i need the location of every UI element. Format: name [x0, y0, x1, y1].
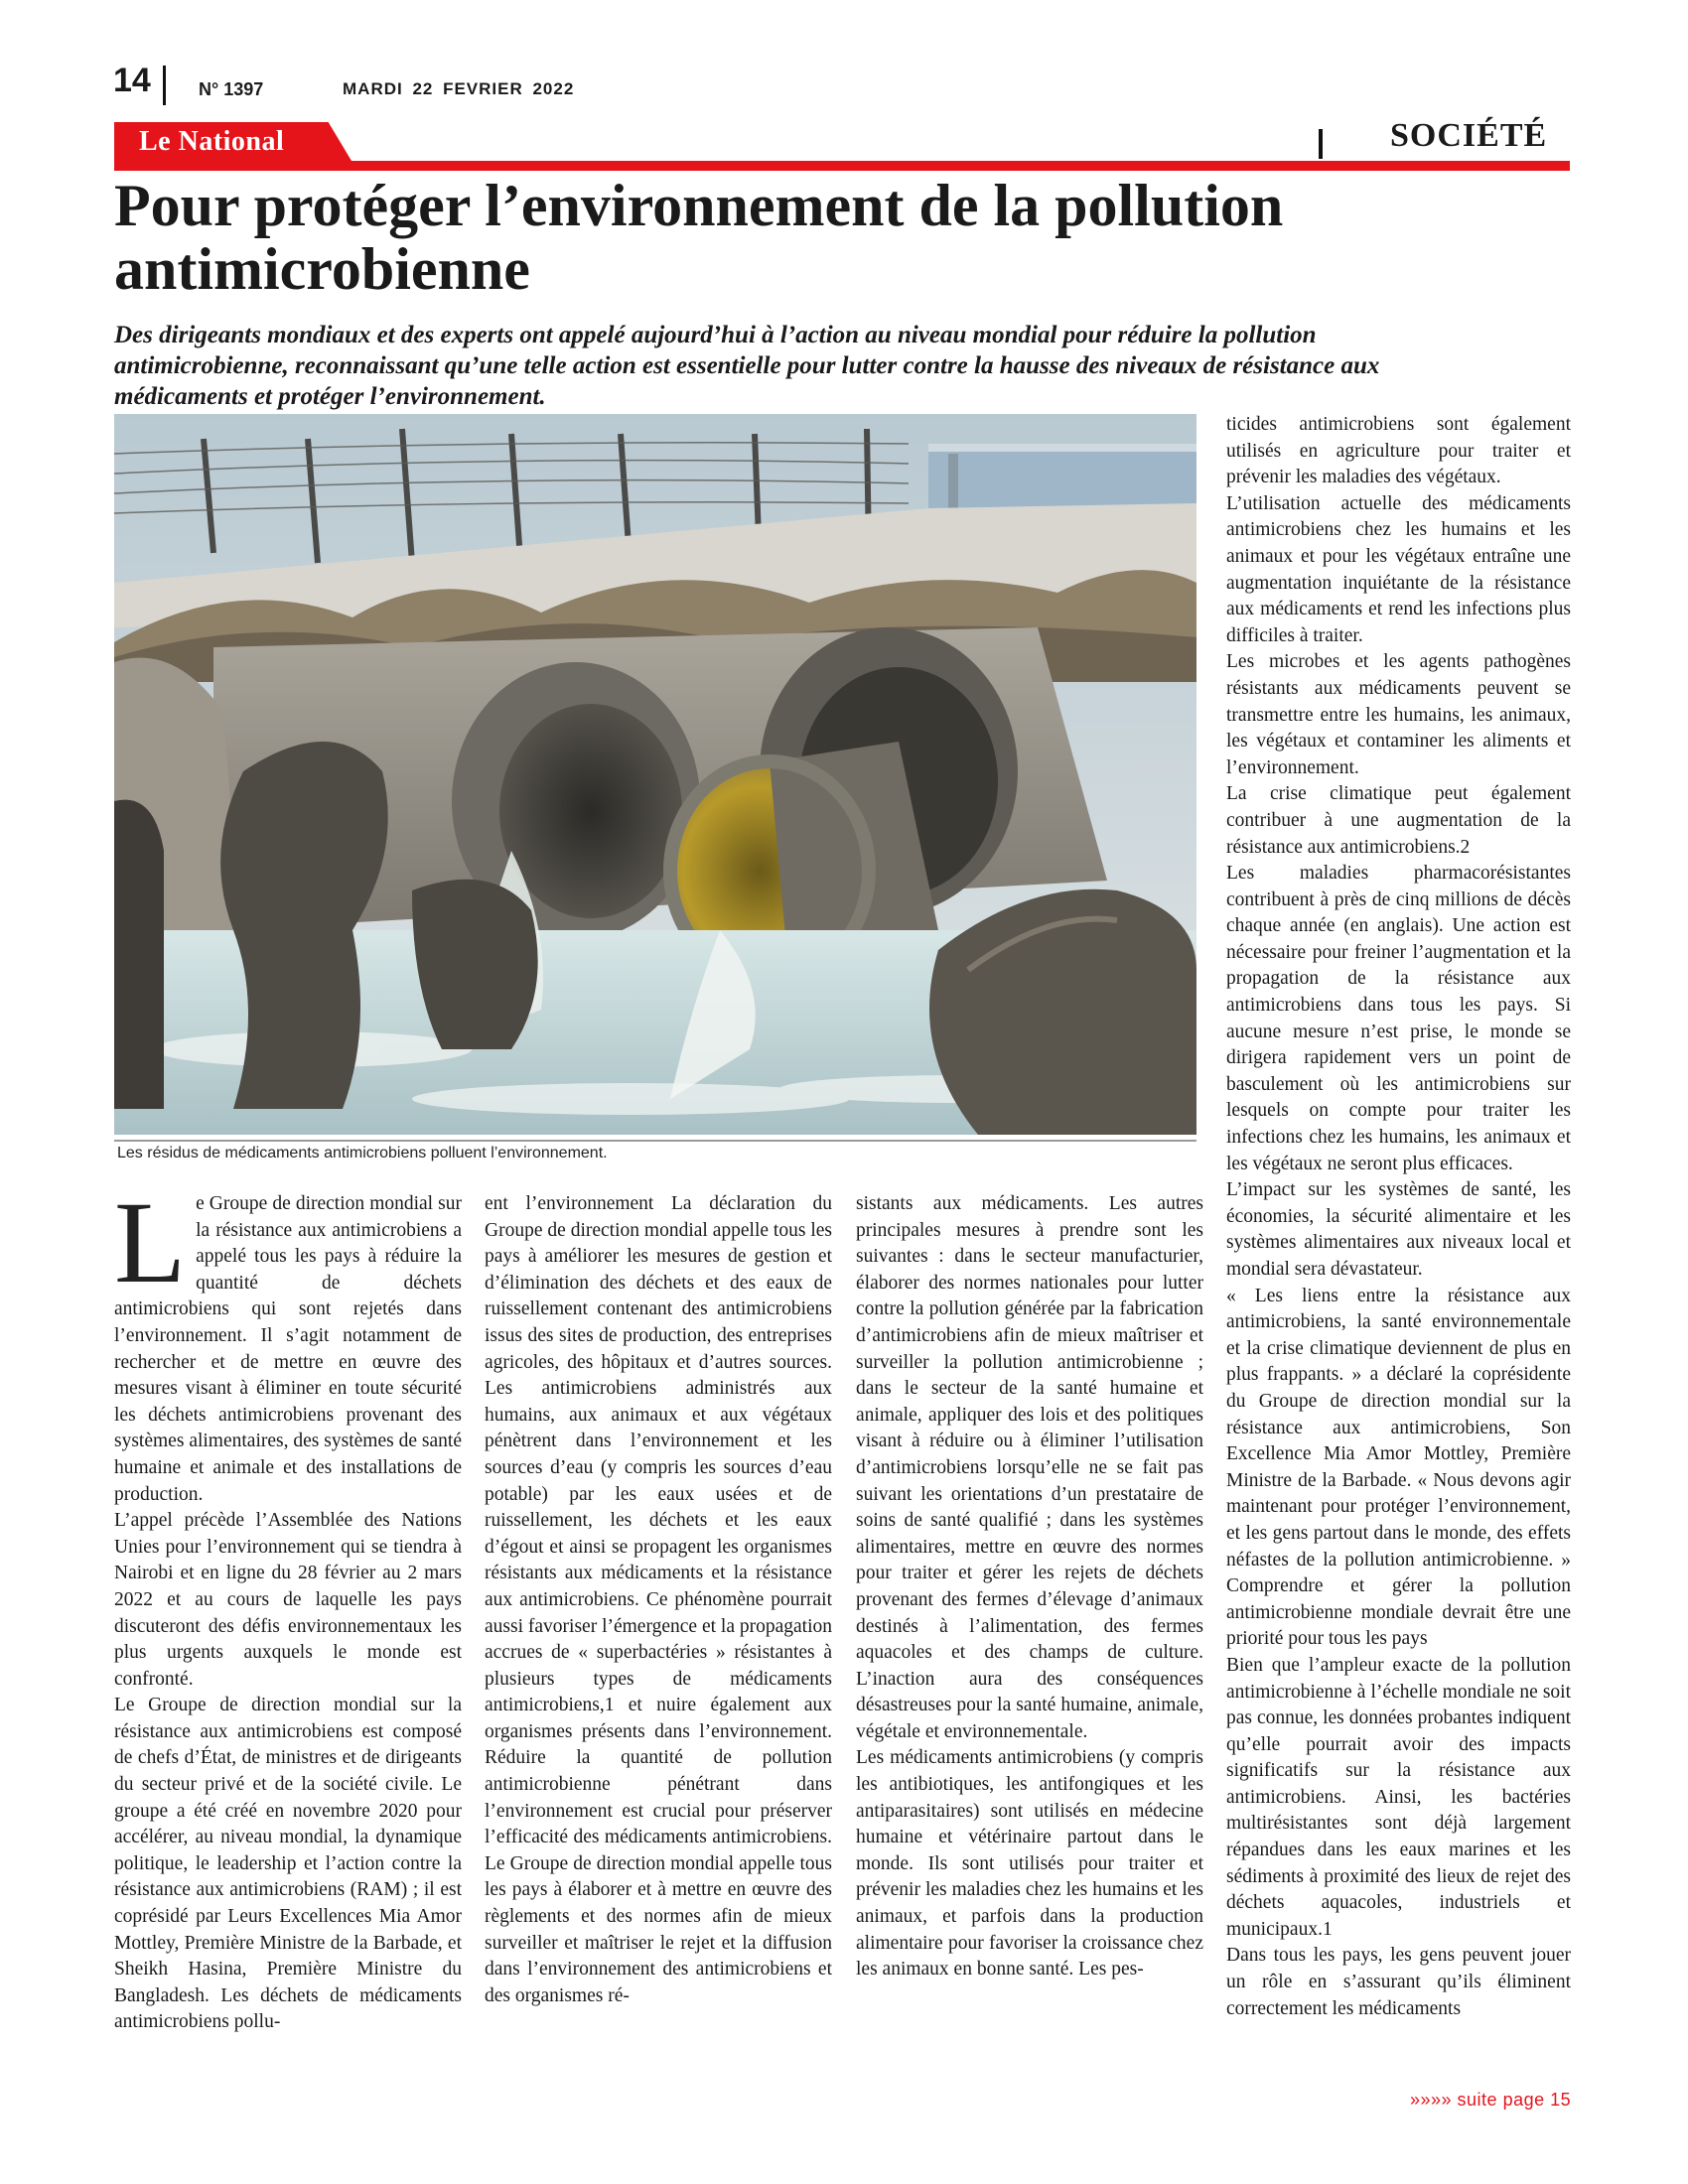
article-lead: Des dirigeants mondiaux et des experts ont appelé aujourd’hui à l’action au niveau mondial pour réduire la pollution antimicrobienne, reconnaissant qu’une telle action est essentielle pour lutter contre la hausse des niveaux de résistance aux médicaments et protéger l’environnement.	[114, 322, 1380, 410]
article-paragraph	[114, 1177, 462, 1508]
article-paragraph: Les microbes et les agents pathogènes résistants aux médicaments peuvent se transmettre entre les humains, les animaux, les végétaux et contaminer les aliments et l’environnement.	[1226, 651, 1571, 778]
article-column-2	[485, 1191, 832, 2009]
article-paragraph: sistants aux médicaments. Les autres principales mesures à prendre sont les suivantes : dans le secteur manufacturier, élaborer des normes nationales pour lutter contre la pollution générée par la fabrication d’antimicrobiens afin de mieux maîtriser et surveiller la pollution antimicrobienne ; dans le secteur de la santé humaine et animale, appliquer des lois et des politiques visant à réduire ou à éliminer l’utilisation d’antimicrobiens lorsqu’elle ne se fait pas suivant les orientations d’un prestataire de soins de santé qualifié ; dans les systèmes alimentaires, mettre en œuvre des normes pour traiter et gérer les rejets de déchets provenant des fermes d’élevage d’animaux destinés à l’alimentation, des fermes aquacoles et des champs de culture. L’inaction aura des conséquences désastreuses pour la santé humaine, animale, végétale et environnementale.	[856, 1193, 1203, 1742]
article-paragraph: ticides antimicrobiens sont également utilisés en agriculture pour traiter et prévenir les maladies des végétaux.	[1226, 414, 1571, 488]
photo-caption: Les résidus de médicaments antimicrobiens polluent l’environnement.	[117, 1145, 608, 1161]
page-number-divider	[163, 66, 166, 105]
article-photo	[114, 414, 1196, 1135]
article-title: Pour protéger l’environnement de la pollution antimicrobienne	[114, 173, 1284, 302]
issue-number: N° 1397	[199, 79, 264, 99]
article-column-3	[856, 1191, 1203, 1983]
article-column-1	[114, 1177, 462, 2036]
drop-cap: L	[114, 1177, 187, 1307]
article-paragraph: Dans tous les pays, les gens peuvent jouer un rôle en s’assurant qu’ils éliminent correctement les médicaments	[1226, 1945, 1571, 2019]
page-number: 14	[113, 62, 151, 99]
article-paragraph: L’impact sur les systèmes de santé, les économies, la sécurité alimentaire et les systèmes alimentaires aux niveaux local et mondial sera dévastateur.	[1226, 1179, 1571, 1280]
article-paragraph: Les médicaments antimicrobiens (y compris les antibiotiques, les antifongiques et les antiparasitaires) sont utilisés en médecine humaine et vétérinaire partout dans le monde. Ils sont utilisés pour traiter et prévenir les maladies chez les humains et les animaux, et parfois dans la production alimentaire pour favoriser la croissance chez les animaux en bonne santé. Les pes-	[856, 1747, 1203, 1980]
article-paragraph: L’appel précède l’Assemblée des Nations Unies pour l’environnement qui se tiendra à Nairobi et en ligne du 28 février au 2 mars 2022 et au cours de laquelle les pays discuteront des défis environnementaux les plus urgents auxquels le monde est confronté.	[114, 1510, 462, 1690]
article-column-4	[1226, 412, 1571, 2022]
issue-date: MARDI 22 FEVRIER 2022	[343, 79, 575, 98]
section-divider	[1319, 129, 1323, 159]
paragraph-text: e Groupe de direction mondial sur la résistance aux antimicrobiens a appelé tous les pays à réduire la quantité de déchets antimicrobiens qui sont rejetés dans l’environnement. Il s’agit notamment de rechercher et de mettre en œuvre des mesures visant à éliminer en toute sécurité les déchets antimicrobiens provenant des systèmes alimentaires, des systèmes de santé humaine et animale et des installations de production.	[114, 1193, 462, 1505]
article-paragraph: « Les liens entre la résistance aux antimicrobiens, la santé environnementale et la crise climatique deviennent de plus en plus frappants. » a déclaré la coprésidente du Groupe de direction mondial sur la résistance aux antimicrobiens, Son Excellence Mia Amor Mottley, Première Ministre de la Barbade. « Nous devons agir maintenant pour protéger l’environnement, et les gens partout dans le monde, des effets néfastes de la pollution antimicrobienne. » Comprendre et gérer la pollution antimicrobienne mondiale devrait être une priorité pour tous les pays	[1226, 1285, 1571, 1650]
article-paragraph: L’utilisation actuelle des médicaments antimicrobiens chez les humains et les animaux et pour les végétaux entraîne une augmentation inquiétante de la résistance aux médicaments et rend les infections plus difficiles à traiter.	[1226, 492, 1571, 646]
article-paragraph: ent l’environnement La déclaration du Groupe de direction mondial appelle tous les pays à améliorer les mesures de gestion et d’élimination des déchets et des eaux de ruissellement contenant des antimicrobiens issus des sites de production, des entreprises agricoles, des hôpitaux et d’autres sources. Les antimicrobiens administrés aux humains, aux animaux et aux végétaux pénètrent dans l’environnement et les sources d’eau (y compris les sources d’eau potable) par les eaux usées et de ruissellement, les déchets et les eaux d’égout et ainsi se propagent les organismes résistants aux médicaments et la résistance aux antimicrobiens. Ce phénomène pourrait aussi favoriser l’émergence et la propagation accrues de « superbactéries » résistantes à plusieurs types de médicaments antimicrobiens,1 et nuire également aux organismes présents dans l’environnement. Réduire la quantité de pollution antimicrobienne pénétrant dans l’environnement est crucial pour préserver l’efficacité des médicaments antimicrobiens. Le Groupe de direction mondial appelle tous les pays à élaborer et à mettre en œuvre des règlements et des normes afin de mieux surveiller et maîtriser le rejet et la diffusion dans l’environnement des antimicrobiens et des organismes ré-	[485, 1193, 832, 2006]
section-name: SOCIÉTÉ	[1390, 117, 1548, 154]
article-paragraph: Le Groupe de direction mondial sur la résistance aux antimicrobiens est composé de chefs d’État, de ministres et de dirigeants du secteur privé et de la société civile. Le groupe a été créé en novembre 2020 pour accélérer, au niveau mondial, la dynamique politique, le leadership et l’action contre la résistance aux antimicrobiens (RAM) ; il est coprésidé par Leurs Excellences Mia Amor Mottley, Première Ministre de la Barbade, et Sheikh Hasina, Première Ministre du Bangladesh. Les déchets de médicaments antimicrobiens pollu-	[114, 1695, 462, 2033]
article-paragraph: Bien que l’ampleur exacte de la pollution antimicrobienne à l’échelle mondiale ne soit pas connue, les données probantes indiquent qu’elle pourrait avoir des impacts significatifs sur la résistance aux antimicrobiens. Ainsi, les bactéries multirésistantes sont déjà largement répandues dans les eaux marines et les sédiments à proximité des lieux de rejet des déchets aquacoles, industriels et municipaux.1	[1226, 1654, 1571, 1940]
continued-link[interactable]: »»»» suite page 15	[1410, 2090, 1572, 2110]
article-paragraph: Les maladies pharmacorésistantes contribuent à près de cinq millions de décès chaque année (en anglais). Une action est nécessaire pour freiner l’augmentation et la propagation de la résistance aux antimicrobiens dans tous les pays. Si aucune mesure n’est prise, le monde se dirigera rapidement vers un point de basculement où les antimicrobiens sur lesquels on compte pour traiter les infections chez les humains, les animaux et les végétaux ne seront plus efficaces.	[1226, 863, 1571, 1174]
article-paragraph: La crise climatique peut également contribuer à une augmentation de la résistance aux antimicrobiens.2	[1226, 783, 1571, 858]
brand-name: Le National	[139, 126, 285, 157]
photo-caption-rule	[114, 1140, 1196, 1142]
